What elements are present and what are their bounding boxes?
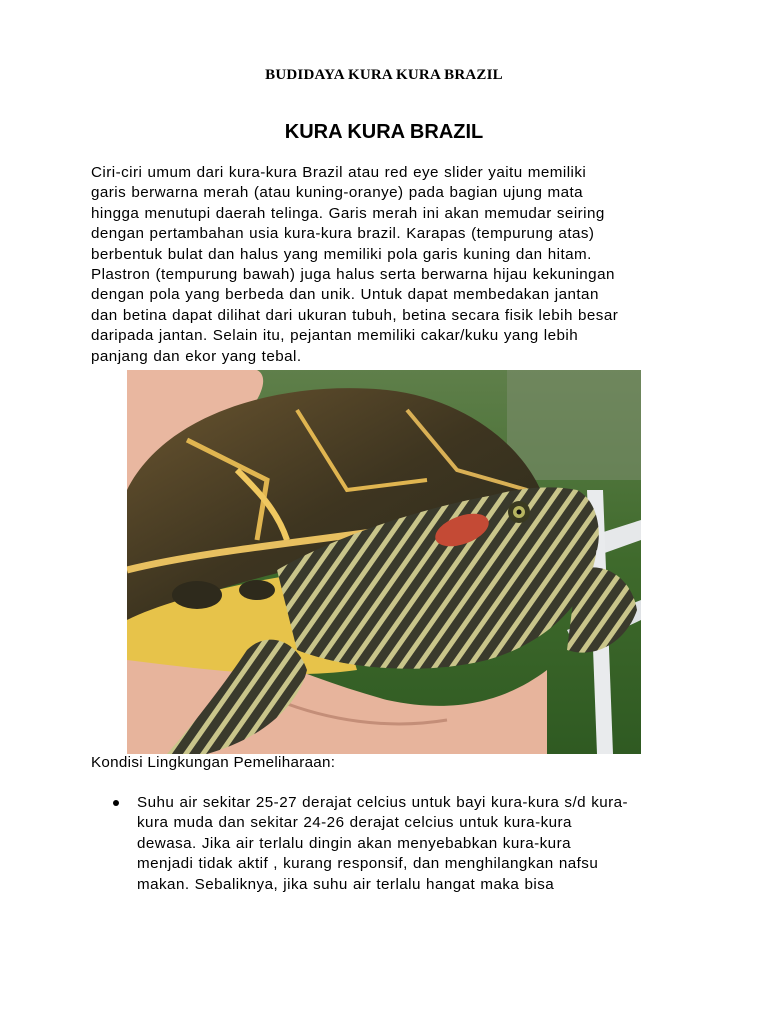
intro-line: panjang dan ekor yang tebal.: [91, 347, 302, 365]
section-label: Kondisi Lingkungan Pemeliharaan:: [91, 754, 336, 771]
turtle-illustration: [127, 370, 641, 754]
intro-line: dengan pola yang berbeda dan unik. Untuk dapat membedakan jantan: [91, 286, 599, 304]
bullet-list: [91, 793, 691, 895]
intro-line: garis berwarna merah (atau kuning-oranye) pada bagian ujung mata: [91, 184, 584, 202]
intro-line: dan betina dapat dilihat dari ukuran tubuh, betina secara fisik lebih besar: [91, 306, 619, 324]
bullet-line: menjadi tidak aktif , kurang responsif, dan menghilangkan nafsu: [137, 855, 599, 873]
bullet-text: [137, 793, 691, 895]
intro-line: daripada jantan. Selain itu, pejantan memiliki cakar/kuku yang lebih: [91, 327, 579, 345]
bullet-dot-icon: [113, 800, 119, 806]
intro-line: berbentuk bulat dan halus yang memiliki pola garis kuning dan hitam.: [91, 245, 592, 263]
intro-line: hingga menutupi daerah telinga. Garis merah ini akan memudar seiring: [91, 204, 605, 222]
document-title: KURA KURA BRAZIL: [284, 121, 484, 143]
document-header: BUDIDAYA KURA KURA BRAZIL: [265, 67, 503, 83]
intro-line: Plastron (tempurung bawah) juga halus serta berwarna hijau kekuningan: [91, 266, 615, 284]
bullet-line: Suhu air sekitar 25-27 derajat celcius untuk bayi kura-kura s/d kura-: [137, 794, 629, 811]
intro-line: Ciri-ciri umum dari kura-kura Brazil atau red eye slider yaitu memiliki: [91, 164, 587, 181]
bullet-line: dewasa. Jika air terlalu dingin akan menyebabkan kura-kura: [137, 834, 571, 852]
intro-paragraph: [91, 163, 691, 367]
list-item: [91, 793, 691, 895]
turtle-photo: [127, 370, 641, 754]
bullet-line: kura muda dan sekitar 24-26 derajat celcius untuk kura-kura: [137, 814, 572, 832]
intro-line: dengan pertambahan usia kura-kura brazil. Karapas (tempurung atas): [91, 225, 595, 243]
bullet-line: makan. Sebaliknya, jika suhu air terlalu hangat maka bisa: [137, 875, 555, 893]
